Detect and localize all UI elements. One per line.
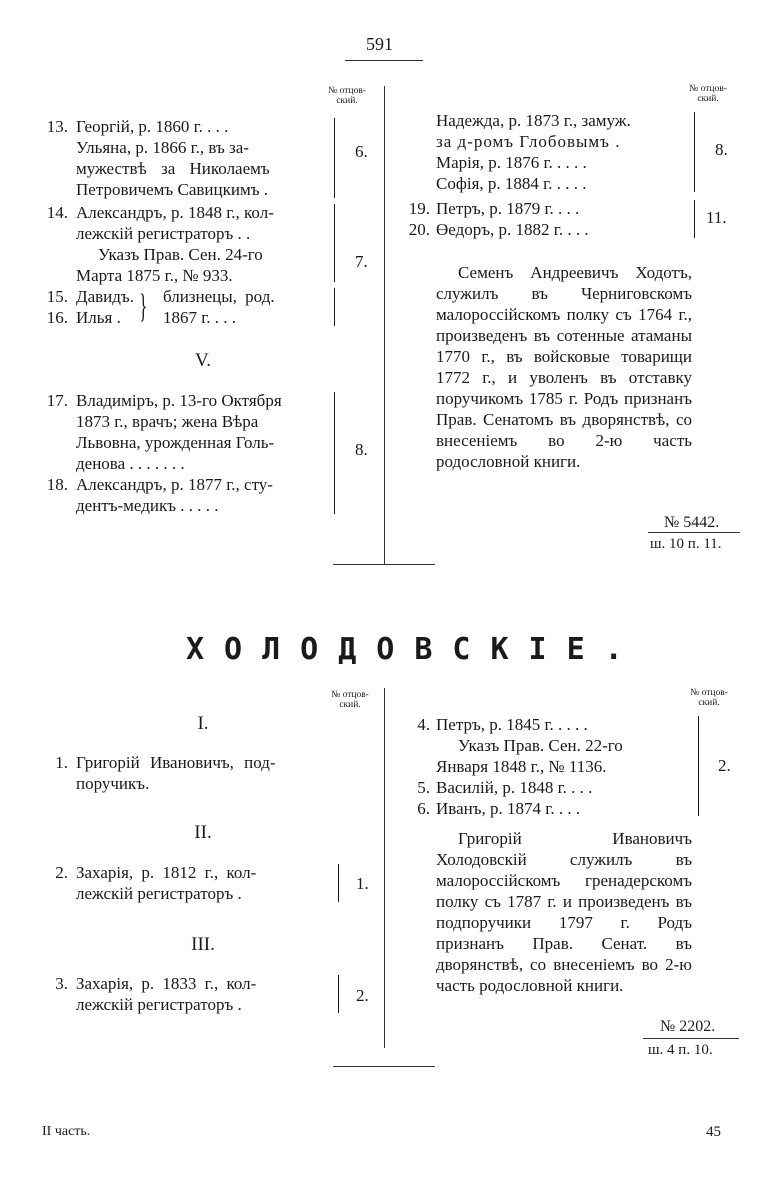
entry-line: Надежда, р. 1873 г., замуж. <box>436 111 631 130</box>
bottom-right-col-header: № отцов-ский. <box>690 688 728 708</box>
top-right-col-header: № отцов-ский. <box>689 84 727 104</box>
entry-line: лежскій регистраторъ . <box>76 884 242 903</box>
generation-heading: I. <box>197 713 209 734</box>
entry-number: 6. <box>417 799 430 818</box>
bracket <box>688 112 695 192</box>
father-number: 2. <box>718 756 731 775</box>
entry-line: Георгій, р. 1860 г. . . . <box>76 117 229 136</box>
entry-line: Василій, р. 1848 г. . . . <box>436 778 593 797</box>
entry-line: Января 1848 г., № 1136. <box>436 757 607 776</box>
entry-line: за д-ромъ Глобовымъ . <box>436 132 621 151</box>
bottom-section-rule <box>333 1066 435 1067</box>
father-number: 6. <box>355 142 368 161</box>
reference-number: № 5442. <box>664 514 720 531</box>
page-number: 591 <box>366 34 393 54</box>
generation-heading: V. <box>194 350 212 371</box>
father-number: 1. <box>356 874 369 893</box>
entry-number: 4. <box>417 715 430 734</box>
bottom-left-col-header: № отцов-ский. <box>331 690 369 710</box>
entry-line: Захарія, р. 1833 г., кол- <box>76 974 257 993</box>
entry-line: Ульяна, р. 1866 г., въ за- <box>76 138 249 157</box>
footer-signature: 45 <box>706 1124 721 1140</box>
page-number-rule <box>345 60 423 61</box>
reference-rule <box>643 1038 739 1039</box>
entry-line: Иванъ, р. 1874 г. . . . <box>436 799 581 818</box>
entry-line: близнецы, род. <box>163 287 275 306</box>
entry-line: Илья . <box>76 308 121 327</box>
entry-number: 3. <box>55 974 68 993</box>
entry-line: мужествѣ за Николаемъ <box>76 159 270 178</box>
entry-line: Петръ, р. 1845 г. . . . . <box>436 715 588 734</box>
father-number: 8. <box>715 140 728 159</box>
top-section-rule <box>333 564 435 565</box>
history-paragraph: Семенъ Андреевичъ Ходотъ, служилъ въ Черниговскомъ малороссійскомъ полку съ 1764 г., произведенъ въ сотенные атаманы 1770 г., въ войсковые товарищи 1772 г., и уволенъ въ отставку поручикомъ 1785 г. Родъ признанъ Прав. Сенатомъ въ дворянствѣ, со внесеніемъ во 2-ю часть родословной книги. <box>436 263 692 471</box>
entry-number: 5. <box>417 778 430 797</box>
entry-line: денова . . . . . . . <box>76 454 185 473</box>
top-left-col-header: № отцов-ский. <box>328 86 366 106</box>
bracket <box>328 392 335 514</box>
bracket <box>328 288 335 326</box>
generation-heading: II. <box>194 822 212 843</box>
bracket <box>692 716 699 816</box>
entry-line: Александръ, р. 1848 г., кол- <box>76 203 274 222</box>
entry-number: 17. <box>46 391 68 410</box>
entry-line: Марія, р. 1876 г. . . . . <box>436 153 587 172</box>
entry-number: 14. <box>46 203 68 222</box>
footer-part: II часть. <box>42 1124 91 1139</box>
entry-line: Петровичемъ Савицкимъ . <box>76 180 268 199</box>
entry-line: Захарія, р. 1812 г., кол- <box>76 863 257 882</box>
history-paragraph: Григорій Ивановичъ Холодовскій служилъ въ малороссійскомъ гренадерскомъ полку съ 1787 г. и произведенъ въ подпоручики 1797 г. Родъ признанъ Прав. Сенат. въ дворянствѣ, со внесеніемъ во 2-ю часть родословной книги. <box>436 829 692 995</box>
bottom-column-divider <box>384 688 385 1048</box>
bracket <box>332 864 339 902</box>
reference-number: № 2202. <box>660 1018 716 1035</box>
bracket <box>328 204 335 282</box>
entry-line: Григорій Ивановичъ, под- <box>76 753 276 772</box>
bracket <box>328 118 335 198</box>
entry-line: 1873 г., врачъ; жена Вѣра <box>76 412 259 431</box>
entry-number: 1. <box>55 753 68 772</box>
top-column-divider <box>384 86 385 564</box>
entry-line: дентъ-медикъ . . . . . <box>76 496 219 515</box>
entry-line: Указъ Прав. Сен. 22-го <box>458 736 623 755</box>
bracket <box>688 200 695 238</box>
reference-rule <box>648 532 740 533</box>
entry-line: Александръ, р. 1877 г., сту- <box>76 475 273 494</box>
entry-line: Давидъ. <box>76 287 134 306</box>
entry-number: 16. <box>46 308 68 327</box>
shelf-mark: ш. 4 п. 10. <box>648 1042 713 1058</box>
entry-line: Указъ Прав. Сен. 24-го <box>98 245 263 264</box>
entry-line: 1867 г. . . . <box>163 308 237 327</box>
section-title: ХОЛОДОВСКІЕ. <box>186 632 643 667</box>
entry-line: Владиміръ, р. 13-го Октября <box>76 391 282 410</box>
generation-heading: III. <box>191 934 215 955</box>
entry-line: Өедоръ, р. 1882 г. . . . <box>436 220 589 239</box>
entry-line: Львовна, урожденная Голь- <box>76 433 275 452</box>
entry-line: лежскій регистраторъ . <box>76 995 242 1014</box>
entry-number: 15. <box>46 287 68 306</box>
bracket <box>332 975 339 1013</box>
entry-line: Софія, р. 1884 г. . . . . <box>436 174 587 193</box>
entry-line: Марта 1875 г., № 933. <box>76 266 233 285</box>
shelf-mark: ш. 10 п. 11. <box>650 536 722 552</box>
father-number: 7. <box>355 252 368 271</box>
father-number: 8. <box>355 440 368 459</box>
entry-line: лежскій регистраторъ . . <box>76 224 251 243</box>
entry-number: 18. <box>46 475 68 494</box>
entry-number: 20. <box>408 220 430 239</box>
entry-number: 2. <box>55 863 68 882</box>
entry-line: поручикъ. <box>76 774 150 793</box>
entry-line: Петръ, р. 1879 г. . . . <box>436 199 580 218</box>
entry-number: 19. <box>408 199 430 218</box>
father-number: 11. <box>706 208 727 227</box>
brace: } <box>139 288 148 325</box>
father-number: 2. <box>356 986 369 1005</box>
entry-number: 13. <box>46 117 68 136</box>
